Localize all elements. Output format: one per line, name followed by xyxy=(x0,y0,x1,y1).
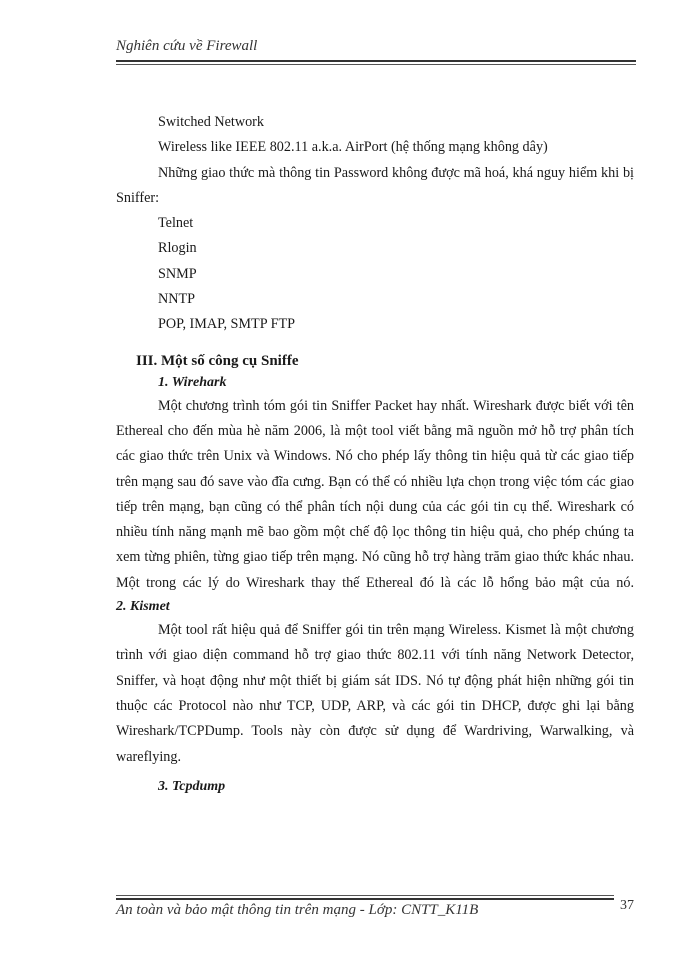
intro-paragraph: Những giao thức mà thông tin Password không được mã hoá, khá nguy hiểm khi bị Sniffer: xyxy=(116,164,634,206)
kismet-heading: 2. Kismet xyxy=(116,599,170,615)
protocol-item: NNTP xyxy=(158,291,196,308)
page-header-title: Nghiên cứu về Firewall xyxy=(116,38,258,54)
footer-rule-thin xyxy=(116,895,614,896)
protocol-item: SNMP xyxy=(158,265,197,282)
section-heading: III. Một số công cụ Sniffe xyxy=(136,352,299,369)
document-body xyxy=(116,110,634,798)
footer-course-title: An toàn và bảo mật thông tin trên mạng - Lớp: CNTT_K11B xyxy=(116,902,479,918)
protocol-item: POP, IMAP, SMTP FTP xyxy=(158,316,296,333)
header-rule xyxy=(116,60,636,62)
protocol-item: Rlogin xyxy=(158,240,197,257)
wireshark-paragraph: Một chương trình tóm gói tin Sniffer Packet hay nhất. Wireshark được biết với tên Ethereal cho đến mùa hè năm 2006, là một tool viết bằng mã nguồn mở hỗ trợ phân tích các giao thức trên Unix và Windows. Nó cho phép lấy thông tin hiệu quả từ các giao tiếp trên mạng sau đó save vào đĩa cưng. Bạn có thể có nhiều lựa chọn trong việc tóm các giao tiếp trên mạng, bạn cũng có thể phân tích nội dung của các gói tin cụ thể. Wireshark có nhiều tính năng mạnh mẽ bao gồm một chế độ lọc thông tin hiệu quả, cho phép chúng ta xem từng phiên, từng giao tiếp trên mạng. Nó cũng hỗ trợ hàng trăm giao thức khác nhau. Một trong các lý do Wireshark thay thế Ethereal đó là các lỗ hổng bảo mật của nó. xyxy=(116,397,634,591)
list-item: Switched Network xyxy=(158,114,264,130)
header-rule-thin xyxy=(116,64,636,65)
wireshark-heading: 1. Wirehark xyxy=(158,374,227,390)
kismet-paragraph: Một tool rất hiệu quả để Sniffer gói tin trên mạng Wireless. Kismet là một chương trình với giao diện command hỗ trợ giao thức 802.11 với tính năng Network Detector, Sniffer, và hoạt động như một thiết bị giám sát IDS. Nó tự động phát hiện những gói tin thuộc các Protocol nào như TCP, UDP, ARP, và các gói tin DHCP, được ghi lại bằng Wireshark/TCPDump. Tools này còn được sử dụng để Wardriving, Warwalking, và wareflying. xyxy=(116,622,634,765)
tcpdump-heading: 3. Tcpdump xyxy=(158,778,226,794)
protocol-item: Telnet xyxy=(158,215,194,232)
footer-rule xyxy=(116,898,614,900)
list-item: Wireless like IEEE 802.11 a.k.a. AirPort (hệ thống mạng không dây) xyxy=(158,139,548,156)
page-number: 37 xyxy=(620,898,634,913)
